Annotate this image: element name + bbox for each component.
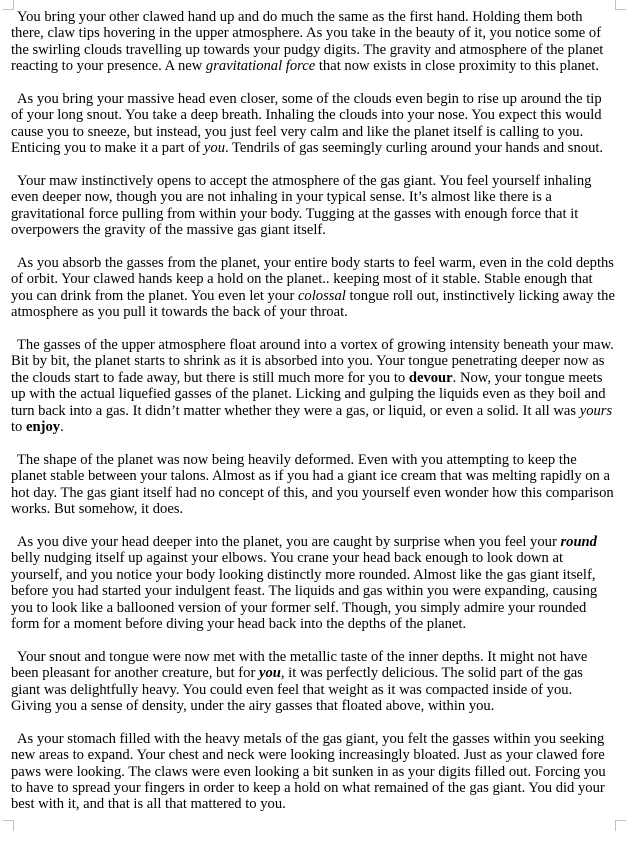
crop-mark-top-right-icon	[615, 0, 626, 10]
paragraph	[11, 255, 615, 321]
text-run: . Now, your tongue meets up with the actual liquefied gasses of the planet. Licking and gulping the liquids even as they boil and turn back into a gas. It didn’t matter whether they were a gas, or liquid, or even a solid. It all was	[11, 369, 606, 419]
text-run: . Tendrils of gas seemingly curling around your hands and snout.	[225, 140, 604, 157]
text-run: Your maw instinctively opens to accept the atmosphere of the gas giant. You feel yourself inhaling even deeper now, though you are not inhaling in your typical sense. It’s almost like there is a gravitational force pulling from within your body. Tugging at the gasses with enough force that it overpowers the gravity of the massive gas giant itself.	[11, 173, 592, 239]
document-body	[11, 9, 615, 813]
text-run: devour	[408, 369, 453, 386]
paragraph	[11, 91, 615, 157]
crop-mark-bottom-right-icon	[615, 820, 626, 831]
text-run: The gasses of the upper atmosphere float around into a vortex of growing intensity beneath your maw. Bit by bit, the planet starts to shrink as it is absorbed into you. Your tongue penetrating deeper now as the clouds start to fade away, but there is still much more for you to	[11, 337, 614, 386]
paragraph	[11, 534, 615, 632]
paragraph	[11, 9, 615, 75]
text-run: you	[258, 665, 281, 682]
paragraph	[11, 337, 615, 435]
paragraph	[11, 731, 615, 813]
text-run: yours	[579, 402, 613, 419]
text-run: The shape of the planet was now being heavily deformed. Even with you attempting to keep the planet stable between your talons. Almost as if you had a giant ice cream that was melting rapidly on a hot day. The gas giant itself had no concept of this, and you yourself even wonder how this comparison works. But somehow, it does.	[11, 451, 614, 518]
text-run: enjoy	[26, 419, 61, 436]
text-run: You bring your other clawed hand up and do much the same as the first hand. Holding them both there, claw tips hovering in the upper atmosphere. As you take in the beauty of it, you notice some of the swirling clouds travelling up towards your pudgy digits. The gravity and atmosphere of the planet reacting to your presence. A new	[11, 9, 604, 75]
text-run: .	[60, 419, 64, 436]
text-run: , it was perfectly delicious. The solid part of the gas giant was delightfully heavy. You could even feel that weight as it was compacted inside of you. Giving you a sense of density, under the airy gasses that floated above, within you.	[11, 665, 583, 714]
text-run: you	[203, 140, 225, 157]
text-run: to	[11, 419, 26, 436]
paragraph	[11, 649, 615, 715]
text-run: As your stomach filled with the heavy metals of the gas giant, you felt the gasses within you seeking new areas to expand. Your chest and neck were looking increasingly bloated. Just as your clawed fore paws were looking. The claws were even looking a bit sunken in as your digits filled out. Forcing you to have to spread your fingers in order to keep a hold on what remained of the gas giant. You did your best with it, and that is all that mattered to you.	[11, 730, 606, 813]
paragraph	[11, 452, 615, 518]
crop-mark-bottom-left-icon	[3, 820, 14, 831]
text-run: tongue roll out, instinctively licking away the atmosphere as you pull it towards the back of your throat.	[11, 287, 615, 321]
text-run: that now exists in close proximity to this planet.	[315, 58, 599, 75]
text-run: As you bring your massive head even closer, some of the clouds even begin to rise up around the tip of your long snout. You take a deep breath. Inhaling the clouds into your nose. You expect this would cause you to sneeze, but instead, you just feel very calm and like the planet itself is calling to you. Enticing you to make it a part of	[11, 91, 602, 157]
text-run: colossal	[297, 287, 346, 304]
text-run: round	[560, 533, 597, 550]
text-run: As you dive your head deeper into the planet, you are caught by surprise when you feel your	[17, 533, 561, 550]
text-run: Your snout and tongue were now met with the metallic taste of the inner depths. It might not have been pleasant for another creature, but for	[11, 648, 588, 682]
text-run: As you absorb the gasses from the planet, your entire body starts to feel warm, even in the cold depths of orbit. Your clawed hands keep a hold on the planet.. keeping most of it stable. Stable enough that you can drink from the planet. You even let your	[11, 255, 614, 304]
text-run: belly nudging itself up against your elbows. You crane your head back enough to look down at yourself, and you notice your body looking distinctly more rounded. Almost like the gas giant itself, before you had started your indulgent feast. The liquids and gas within you were expanding, causing you to look like a ballooned version of your former self. Though, you simply admire your rounded form for a moment before diving your head back into the depths of the planet.	[11, 550, 598, 632]
text-run: gravitational force	[205, 58, 316, 75]
paragraph	[11, 173, 615, 239]
